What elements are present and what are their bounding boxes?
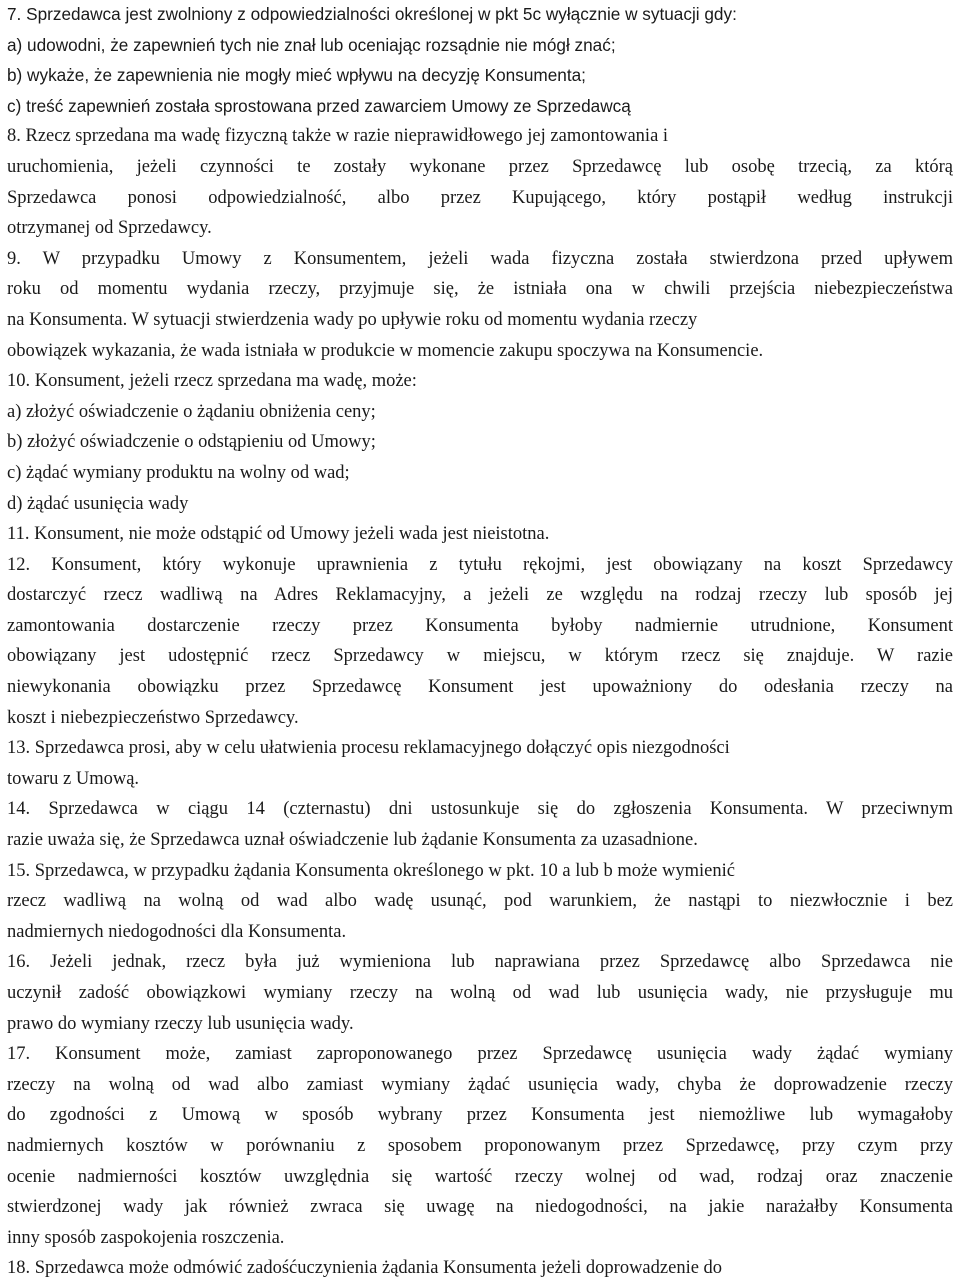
text-line: 9. W przypadku Umowy z Konsumentem, jeżeli wada fizyczna została stwierdzona przed upływem [7, 248, 953, 269]
text-line: stwierdzonej wady jak również zwraca się uwagę na niedogodności, na jakie narażałby Konsumenta [7, 1197, 953, 1218]
text-line: 8. Rzecz sprzedana ma wadę fizyczną także w razie nieprawidłowego jej zamontowania i [7, 126, 669, 147]
text-line: b) złożyć oświadczenie o odstąpieniu od Umowy; [7, 432, 376, 453]
text-line: do zgodności z Umową w sposób wybrany przez Konsumenta jest niemożliwe lub wymagałoby [7, 1105, 953, 1126]
text-line: Sprzedawca ponosi odpowiedzialność, albo przez Kupującego, który postąpił według instrukcji [7, 187, 953, 208]
text-line: razie uważa się, że Sprzedawca uznał oświadczenie lub żądanie Konsumenta za uzasadnione. [7, 830, 698, 851]
text-line: obowiązek wykazania, że wada istniała w produkcie w momencie zakupu spoczywa na Konsumencie. [7, 340, 764, 361]
text-line: 17. Konsument może, zamiast zaproponowanego przez Sprzedawcę usunięcia wady żądać wymiany [7, 1044, 953, 1065]
text-line: 7. Sprzedawca jest zwolniony z odpowiedzialności określonej w pkt 5c wyłącznie w sytuacji gdy: [7, 4, 737, 24]
text-line: rzeczy na wolną od wad albo zamiast wymiany żądać usunięcia wady, chyba że doprowadzenie rzeczy [7, 1074, 953, 1095]
text-line: nadmiernych kosztów w porównaniu z sposobem proponowanym przez Sprzedawcę, przy czym przy [7, 1135, 953, 1156]
text-line: na Konsumenta. W sytuacji stwierdzenia wady po upływie roku od momentu wydania rzeczy [7, 309, 698, 330]
text-line: dostarczyć rzecz wadliwą na Adres Reklamacyjny, a jeżeli ze względu na rodzaj rzeczy lub sposób jej [7, 585, 953, 606]
text-line: koszt i niebezpieczeństwo Sprzedawcy. [7, 707, 299, 728]
text-line: a) złożyć oświadczenie o żądaniu obniżenia ceny; [7, 401, 376, 422]
text-line: otrzymanej od Sprzedawcy. [7, 218, 212, 239]
text-line: 10. Konsument, jeżeli rzecz sprzedana ma wadę, może: [7, 371, 417, 392]
text-line: obowiązany jest udostępnić rzecz Sprzedawcy w miejscu, w którym rzecz się znajduje. W razie [7, 646, 953, 667]
text-line: zamontowania dostarczenie rzeczy przez Konsumenta byłoby nadmiernie utrudnione, Konsument [7, 615, 953, 636]
text-line: c) treść zapewnień została sprostowana przed zawarciem Umowy ze Sprzedawcą [7, 95, 631, 116]
text-line: d) żądać usunięcia wady [7, 493, 189, 514]
text-line: a) udowodni, że zapewnień tych nie znał lub oceniając rozsądnie nie mógł znać; [7, 34, 616, 55]
text-line: 11. Konsument, nie może odstąpić od Umowy jeżeli wada jest nieistotna. [7, 524, 550, 545]
document-body [7, 0, 953, 1284]
text-line: uruchomienia, jeżeli czynności te zostały wykonane przez Sprzedawcę lub osobę trzecią, za którą [7, 156, 953, 177]
text-line: 12. Konsument, który wykonuje uprawnienia z tytułu rękojmi, jest obowiązany na koszt Sprzedawcy [7, 554, 953, 575]
text-line: inny sposób zaspokojenia roszczenia. [7, 1227, 285, 1248]
text-line: 16. Jeżeli jednak, rzecz była już wymieniona lub naprawiana przez Sprzedawcę albo Sprzedawca nie [7, 952, 953, 973]
text-line: ocenie nadmierności kosztów uwzględnia się wartość rzeczy wolnej od wad, rodzaj oraz znaczenie [7, 1166, 953, 1187]
text-line: 15. Sprzedawca, w przypadku żądania Konsumenta określonego w pkt. 10 a lub b może wymienić [7, 860, 735, 881]
text-line: 13. Sprzedawca prosi, aby w celu ułatwienia procesu reklamacyjnego dołączyć opis niezgodności [7, 738, 730, 759]
text-line: c) żądać wymiany produktu na wolny od wad; [7, 462, 350, 483]
text-line: 18. Sprzedawca może odmówić zadośćuczynienia żądania Konsumenta jeżeli doprowadzenie do [7, 1258, 723, 1279]
text-line: nadmiernych niedogodności dla Konsumenta. [7, 921, 347, 942]
text-line: uczynił zadość obowiązkowi wymiany rzeczy na wolną od wad lub usunięcia wady, nie przysługuje mu [7, 983, 953, 1003]
text-line: niewykonania obowiązku przez Sprzedawcę Konsument jest upoważniony do odesłania rzeczy na [7, 677, 953, 698]
text-line: prawo do wymiany rzeczy lub usunięcia wady. [7, 1013, 354, 1034]
text-line: b) wykaże, że zapewnienia nie mogły mieć wpływu na decyzję Konsumenta; [7, 65, 586, 86]
text-line: rzecz wadliwą na wolną od wad albo wadę usunąć, pod warunkiem, że nastąpi to niezwłocznie i bez [7, 891, 953, 912]
text-line: 14. Sprzedawca w ciągu 14 (czternastu) dni ustosunkuje się do zgłoszenia Konsumenta. W przeciwnym [7, 799, 953, 820]
text-line: towaru z Umową. [7, 768, 140, 789]
text-line: roku od momentu wydania rzeczy, przyjmuje się, że istniała ona w chwili przejścia niebezpieczeństwa [7, 279, 953, 300]
